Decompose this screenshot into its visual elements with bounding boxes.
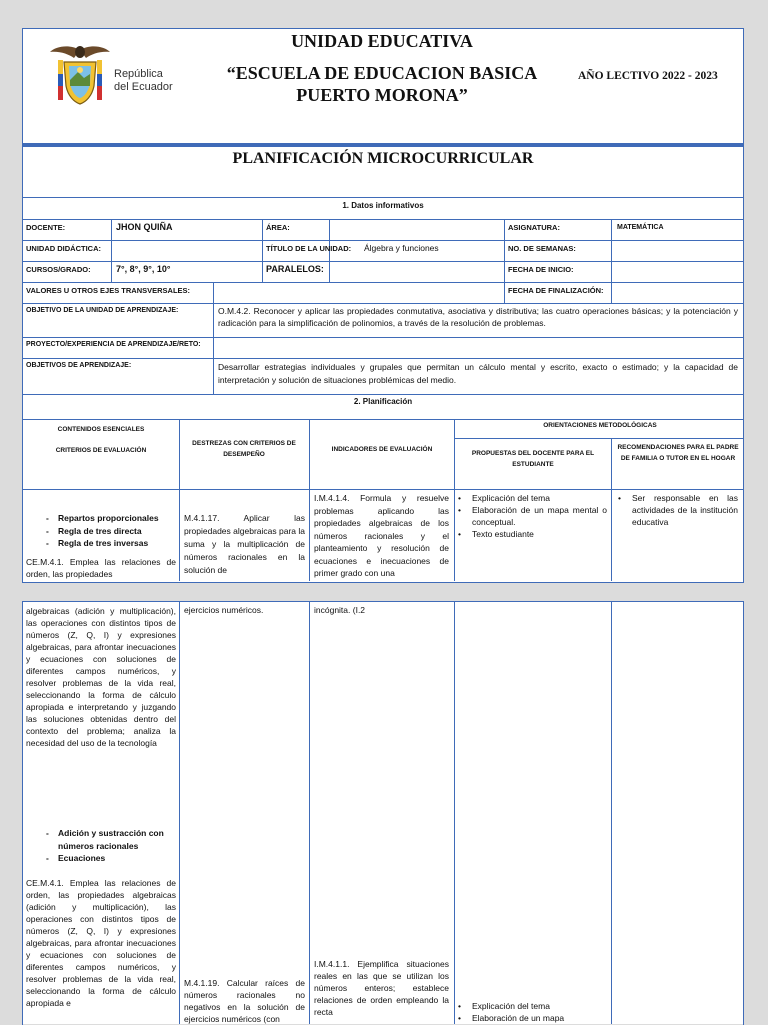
list-item: • Texto estudiante xyxy=(456,528,607,540)
destreza-text-1: M.4.1.17. Aplicar las propiedades algebraicas para la suma y la multiplicación de números racionales en la solución de xyxy=(184,513,305,575)
list-item: • Explicación del tema xyxy=(456,1000,607,1012)
school-year: AÑO LECTIVO 2022 - 2023 xyxy=(578,70,718,82)
objetivos-aprendizaje-value: Desarrollar estrategias individuales y grupales que permitan un cálculo mental y escrito, exacto o estimado; y la capacidad de interpretación y solución de situaciones problémicas del medio. xyxy=(218,362,738,385)
col-indicadores-header: INDICADORES DE EVALUACIÓN xyxy=(331,446,433,453)
list-item: - Regla de tres inversas xyxy=(26,537,176,550)
list-item: - Ecuaciones xyxy=(26,852,176,865)
list-item: • Elaboración de un mapa mental o conceptual. xyxy=(456,504,607,528)
list-item: - Adición y sustracción con números racionales xyxy=(26,827,176,852)
list-item: • Ser responsable en las actividades de la institución educativa xyxy=(616,492,738,528)
school-title: UNIDAD EDUCATIVA xyxy=(291,31,473,51)
col-contenidos-header: CONTENIDOS ESENCIALES xyxy=(57,426,145,433)
criterio-text-1: CE.M.4.1. Emplea las relaciones de orden, las propiedades xyxy=(26,557,176,579)
proyecto-label: PROYECTO/EXPERIENCIA DE APRENDIZAJE/RETO: xyxy=(26,341,201,348)
section-datos-informativos: 1. Datos informativos xyxy=(342,201,424,210)
topics-list-1 xyxy=(26,512,176,550)
plan-title: PLANIFICACIÓN MICROCURRICULAR xyxy=(232,150,534,167)
objetivos-aprendizaje-label: OBJETIVOS DE APRENDIZAJE: xyxy=(26,362,132,369)
school-name-line1: “ESCUELA DE EDUCACION BASICA xyxy=(226,63,538,83)
asignatura-value: MATEMÁTICA xyxy=(617,224,664,231)
list-item: • Explicación del tema xyxy=(456,492,607,504)
page-1 xyxy=(22,28,744,583)
fecha-inicio-label: FECHA DE INICIO: xyxy=(508,265,574,274)
list-item: - Repartos proporcionales xyxy=(26,512,176,525)
country-label-line2: del Ecuador xyxy=(114,81,173,93)
docente-label: DOCENTE: xyxy=(26,223,66,232)
titulo-unidad-value: Álgebra y funciones xyxy=(364,243,439,253)
criterio-text-2: CE.M.4.1. Emplea las relaciones de orden, las propiedades algebraicas (adición y multiplicación), las operaciones con distintos tipos de números (Z, Q, I) y expresiones algebraicas, para afrontar inecuaciones y ecuaciones con soluciones de diferentes campos numéricos, y resolver problemas de la vida real, seleccionando la forma de cálculo apropiada e xyxy=(26,878,176,1008)
propuestas-list-2 xyxy=(456,1000,607,1024)
col-criterios-header: CRITERIOS DE EVALUACIÓN xyxy=(55,447,147,454)
docente-value: JHON QUIÑA xyxy=(116,222,173,232)
coat-of-arms-icon xyxy=(48,42,112,110)
paralelos-label: PARALELOS: xyxy=(266,264,324,274)
recomendaciones-list-1 xyxy=(616,492,738,528)
objetivo-unidad-label: OBJETIVO DE LA UNIDAD DE APRENDIZAJE: xyxy=(26,307,179,314)
unidad-label: UNIDAD DIDÁCTICA: xyxy=(26,244,101,253)
col-orientaciones-header: ORIENTACIONES METODOLÓGICAS xyxy=(543,422,657,429)
destreza-text-2: M.4.1.19. Calcular raíces de números racionales no negativos en la solución de ejercicios numéricos (con xyxy=(184,978,305,1024)
col-recomendaciones-header: RECOMENDACIONES PARA EL PADRE DE FAMILIA O TUTOR EN EL HOGAR xyxy=(617,444,739,462)
topics-list-2 xyxy=(26,827,176,865)
list-item: - Regla de tres directa xyxy=(26,525,176,538)
cursos-value: 7°, 8°, 9°, 10° xyxy=(116,264,171,274)
country-label-line1: República xyxy=(114,68,163,80)
list-item: • Elaboración de un mapa xyxy=(456,1012,607,1024)
indicador-text-1-cont: incógnita. (I.2 xyxy=(314,605,366,615)
fecha-fin-label: FECHA DE FINALIZACIÓN: xyxy=(508,286,604,295)
objetivo-unidad-value: O.M.4.2. Reconocer y aplicar las propiedades conmutativa, asociativa y distributiva; las cuatro operaciones básicas; y la potenciación y radicación para la simplificación de polinomios, a través de la resolución de problemas. xyxy=(218,306,738,328)
destreza-text-1-cont: ejercicios numéricos. xyxy=(184,605,264,615)
indicador-text-1: I.M.4.1.4. Formula y resuelve problemas aplicando las propiedades algebraicas de los números racionales y el planteamiento y resolución de ecuaciones e inecuaciones de primer grado con una xyxy=(314,493,449,578)
page-2 xyxy=(22,601,744,1024)
valores-label: VALORES U OTROS EJES TRANSVERSALES: xyxy=(26,286,191,295)
titulo-unidad-label: TÍTULO DE LA UNIDAD: xyxy=(266,244,352,253)
criterio-text-1-cont: algebraicas (adición y multiplicación), las operaciones con distintos tipos de números (Z, Q, I) y expresiones algebraicas, para afrontar inecuaciones y ecuaciones con soluciones de diferentes campos numéricos, y resolver problemas de la vida real, seleccionando la forma de cálculo apropiada e interpretando y juzgando las soluciones obtenidas dentro del contexto del problema; analiza la necesidad del uso de la tecnología xyxy=(26,606,176,748)
col-destrezas-header: DESTREZAS CON CRITERIOS DE DESEMPEÑO xyxy=(192,440,296,458)
propuestas-list-1 xyxy=(456,492,607,540)
header-divider xyxy=(23,143,743,147)
indicador-text-2: I.M.4.1.1. Ejemplifica situaciones reales en las que se utilizan los números enteros; establece relaciones de orden empleando la recta xyxy=(314,959,449,1017)
area-label: ÁREA: xyxy=(266,223,290,232)
semanas-label: NO. DE SEMANAS: xyxy=(508,244,576,253)
school-name-line2: PUERTO MORONA” xyxy=(296,85,468,105)
col-propuestas-header: PROPUESTAS DEL DOCENTE PARA EL ESTUDIANTE xyxy=(471,450,595,468)
section-planificacion: 2. Planificación xyxy=(353,397,413,406)
cursos-label: CURSOS/GRADO: xyxy=(26,265,91,274)
asignatura-label: ASIGNATURA: xyxy=(508,223,560,232)
